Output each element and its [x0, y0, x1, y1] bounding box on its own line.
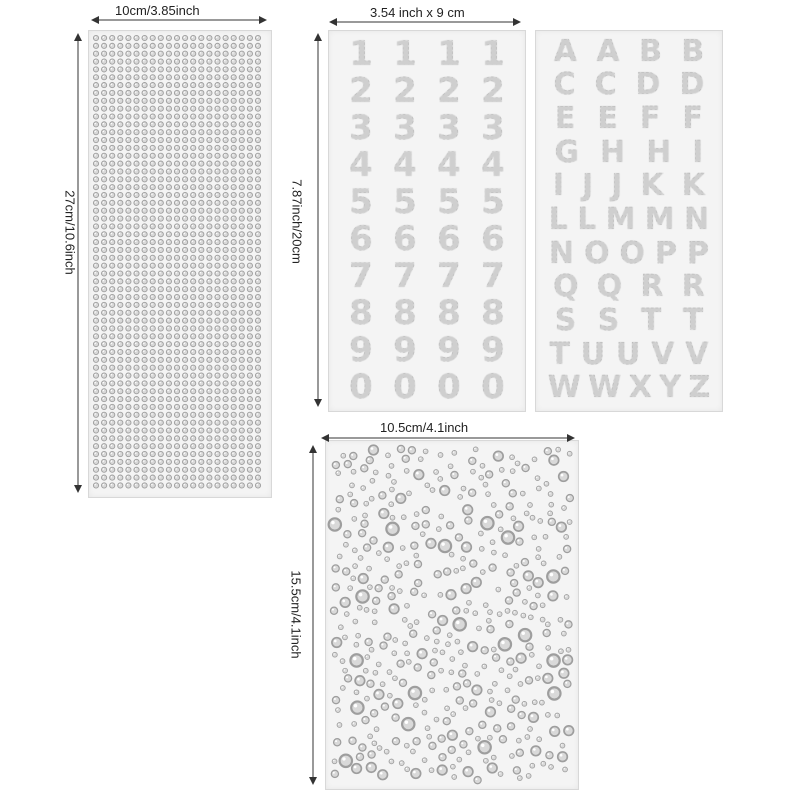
rhinestone-glyph: 0: [393, 366, 417, 407]
rhinestone-glyph: O: [584, 235, 610, 271]
rhinestone-glyph: 1: [349, 33, 373, 74]
rhinestone-glyph: P: [655, 235, 678, 271]
rhinestone-glyph: 1: [393, 33, 417, 74]
sheet4-height-label: 15.5cm/4.1inch: [288, 570, 304, 659]
rhinestone-glyph: 1: [437, 33, 461, 74]
rhinestone-glyph: 7: [349, 255, 373, 296]
rhinestone-glyph: 4: [437, 144, 461, 185]
rhinestone-glyph: L: [577, 201, 597, 237]
rhinestone-glyph: D: [635, 67, 661, 103]
sheet1-width-label: 10cm/3.85inch: [115, 3, 200, 18]
rhinestone-glyph: R: [640, 269, 664, 305]
rhinestone-glyph: R: [681, 269, 705, 305]
rhinestone-glyph: 8: [393, 292, 417, 333]
rhinestone-glyph: 6: [437, 218, 461, 259]
rhinestone-glyph: X: [628, 370, 652, 406]
rhinestone-glyph: B: [681, 33, 705, 69]
rhinestone-glyph: 9: [393, 329, 417, 370]
rhinestone-glyph: I: [692, 134, 704, 170]
sheet23-height-label: 7.87inch/20cm: [289, 179, 305, 264]
rhinestone-glyph: 3: [481, 107, 505, 148]
rhinestone-glyph: F: [640, 101, 661, 137]
rhinestone-glyph: L: [548, 201, 568, 237]
rhinestone-glyph: 5: [481, 181, 505, 222]
rhinestone-glyph: Y: [659, 370, 682, 406]
rhinestone-glyph: K: [640, 168, 664, 204]
rhinestone-glyph: T: [682, 302, 704, 338]
rhinestone-glyph: Q: [596, 269, 623, 305]
rhinestone-glyph: S: [597, 302, 620, 338]
rhinestone-glyph: B: [639, 33, 662, 69]
rhinestone-glyph: 8: [481, 292, 505, 333]
rhinestone-glyph: W: [547, 370, 581, 406]
rhinestone-glyph: 6: [349, 218, 373, 259]
rhinestone-glyph: 0: [437, 366, 461, 407]
rhinestone-glyph: D: [679, 67, 705, 103]
rhinestone-glyph: Z: [688, 370, 711, 406]
sheet4-width-label: 10.5cm/4.1inch: [380, 420, 469, 435]
rhinestone-glyph: A: [596, 33, 620, 69]
rhinestone-glyph: 0: [481, 366, 505, 407]
rhinestone-glyph: N: [684, 201, 710, 237]
rhinestone-glyph: M: [644, 201, 675, 237]
rhinestone-glyph: H: [600, 134, 626, 170]
rhinestone-glyph: 2: [481, 70, 505, 111]
rhinestone-glyph: 5: [349, 181, 373, 222]
rhinestone-glyph: E: [597, 101, 618, 137]
rhinestone-glyph: 9: [349, 329, 373, 370]
rhinestone-glyph: 7: [481, 255, 505, 296]
rhinestone-glyph: 5: [393, 181, 417, 222]
rhinestone-glyph: 5: [437, 181, 461, 222]
rhinestone-glyph: P: [687, 235, 709, 271]
rhinestone-glyph: V: [651, 336, 675, 372]
rhinestone-glyph: K: [681, 168, 705, 204]
rhinestone-glyph: 0: [349, 366, 373, 407]
rhinestone-glyph: 4: [349, 144, 373, 185]
rhinestone-glyph: W: [588, 370, 622, 406]
rhinestone-glyph: Q: [553, 269, 579, 305]
sheet1-height-label: 27cm/10.6inch: [62, 190, 78, 275]
rhinestone-glyph: 7: [393, 255, 417, 296]
rhinestone-glyph: V: [685, 336, 709, 372]
rhinestone-glyph: 8: [349, 292, 373, 333]
sheet23-width-label: 3.54 inch x 9 cm: [370, 5, 465, 20]
rhinestone-glyph: G: [554, 134, 580, 170]
rhinestone-glyph: 7: [437, 255, 461, 296]
rhinestone-glyph: 6: [481, 218, 505, 259]
rhinestone-glyph: 2: [349, 70, 373, 111]
rhinestone-glyph: C: [594, 67, 617, 103]
rhinestone-glyph: I: [552, 168, 565, 204]
rhinestone-glyph: 3: [349, 107, 373, 148]
rhinestone-glyph: E: [555, 101, 576, 137]
rhinestone-glyph: 6: [393, 218, 417, 259]
rhinestone-glyph: F: [682, 101, 703, 137]
rhinestone-glyph: T: [549, 336, 570, 372]
rhinestone-glyph: S: [554, 302, 577, 338]
rhinestone-glyph: 1: [481, 33, 505, 74]
rhinestone-glyph: 8: [437, 292, 461, 333]
rhinestone-glyph: N: [548, 235, 575, 271]
rhinestone-glyph: M: [605, 201, 636, 237]
rhinestone-glyph: U: [615, 336, 641, 372]
rhinestone-glyph: 2: [437, 70, 461, 111]
rhinestone-glyph: O: [619, 235, 646, 271]
rhinestone-glyph: A: [553, 33, 577, 69]
rhinestone-glyph: H: [646, 134, 672, 170]
rhinestone-glyph: J: [582, 168, 594, 204]
rhinestone-glyph: T: [640, 302, 662, 338]
rhinestone-glyph: 3: [393, 107, 417, 148]
rhinestone-glyph: J: [611, 168, 623, 204]
rhinestone-glyph: 2: [393, 70, 417, 111]
rhinestone-glyph: C: [553, 67, 576, 103]
rhinestone-glyph: 3: [437, 107, 461, 148]
rhinestone-glyph: 9: [437, 329, 461, 370]
rhinestone-glyph: 4: [393, 144, 417, 185]
rhinestone-glyph: U: [580, 336, 606, 372]
rhinestone-glyph: 9: [481, 329, 505, 370]
rhinestone-glyph: 4: [481, 144, 505, 185]
